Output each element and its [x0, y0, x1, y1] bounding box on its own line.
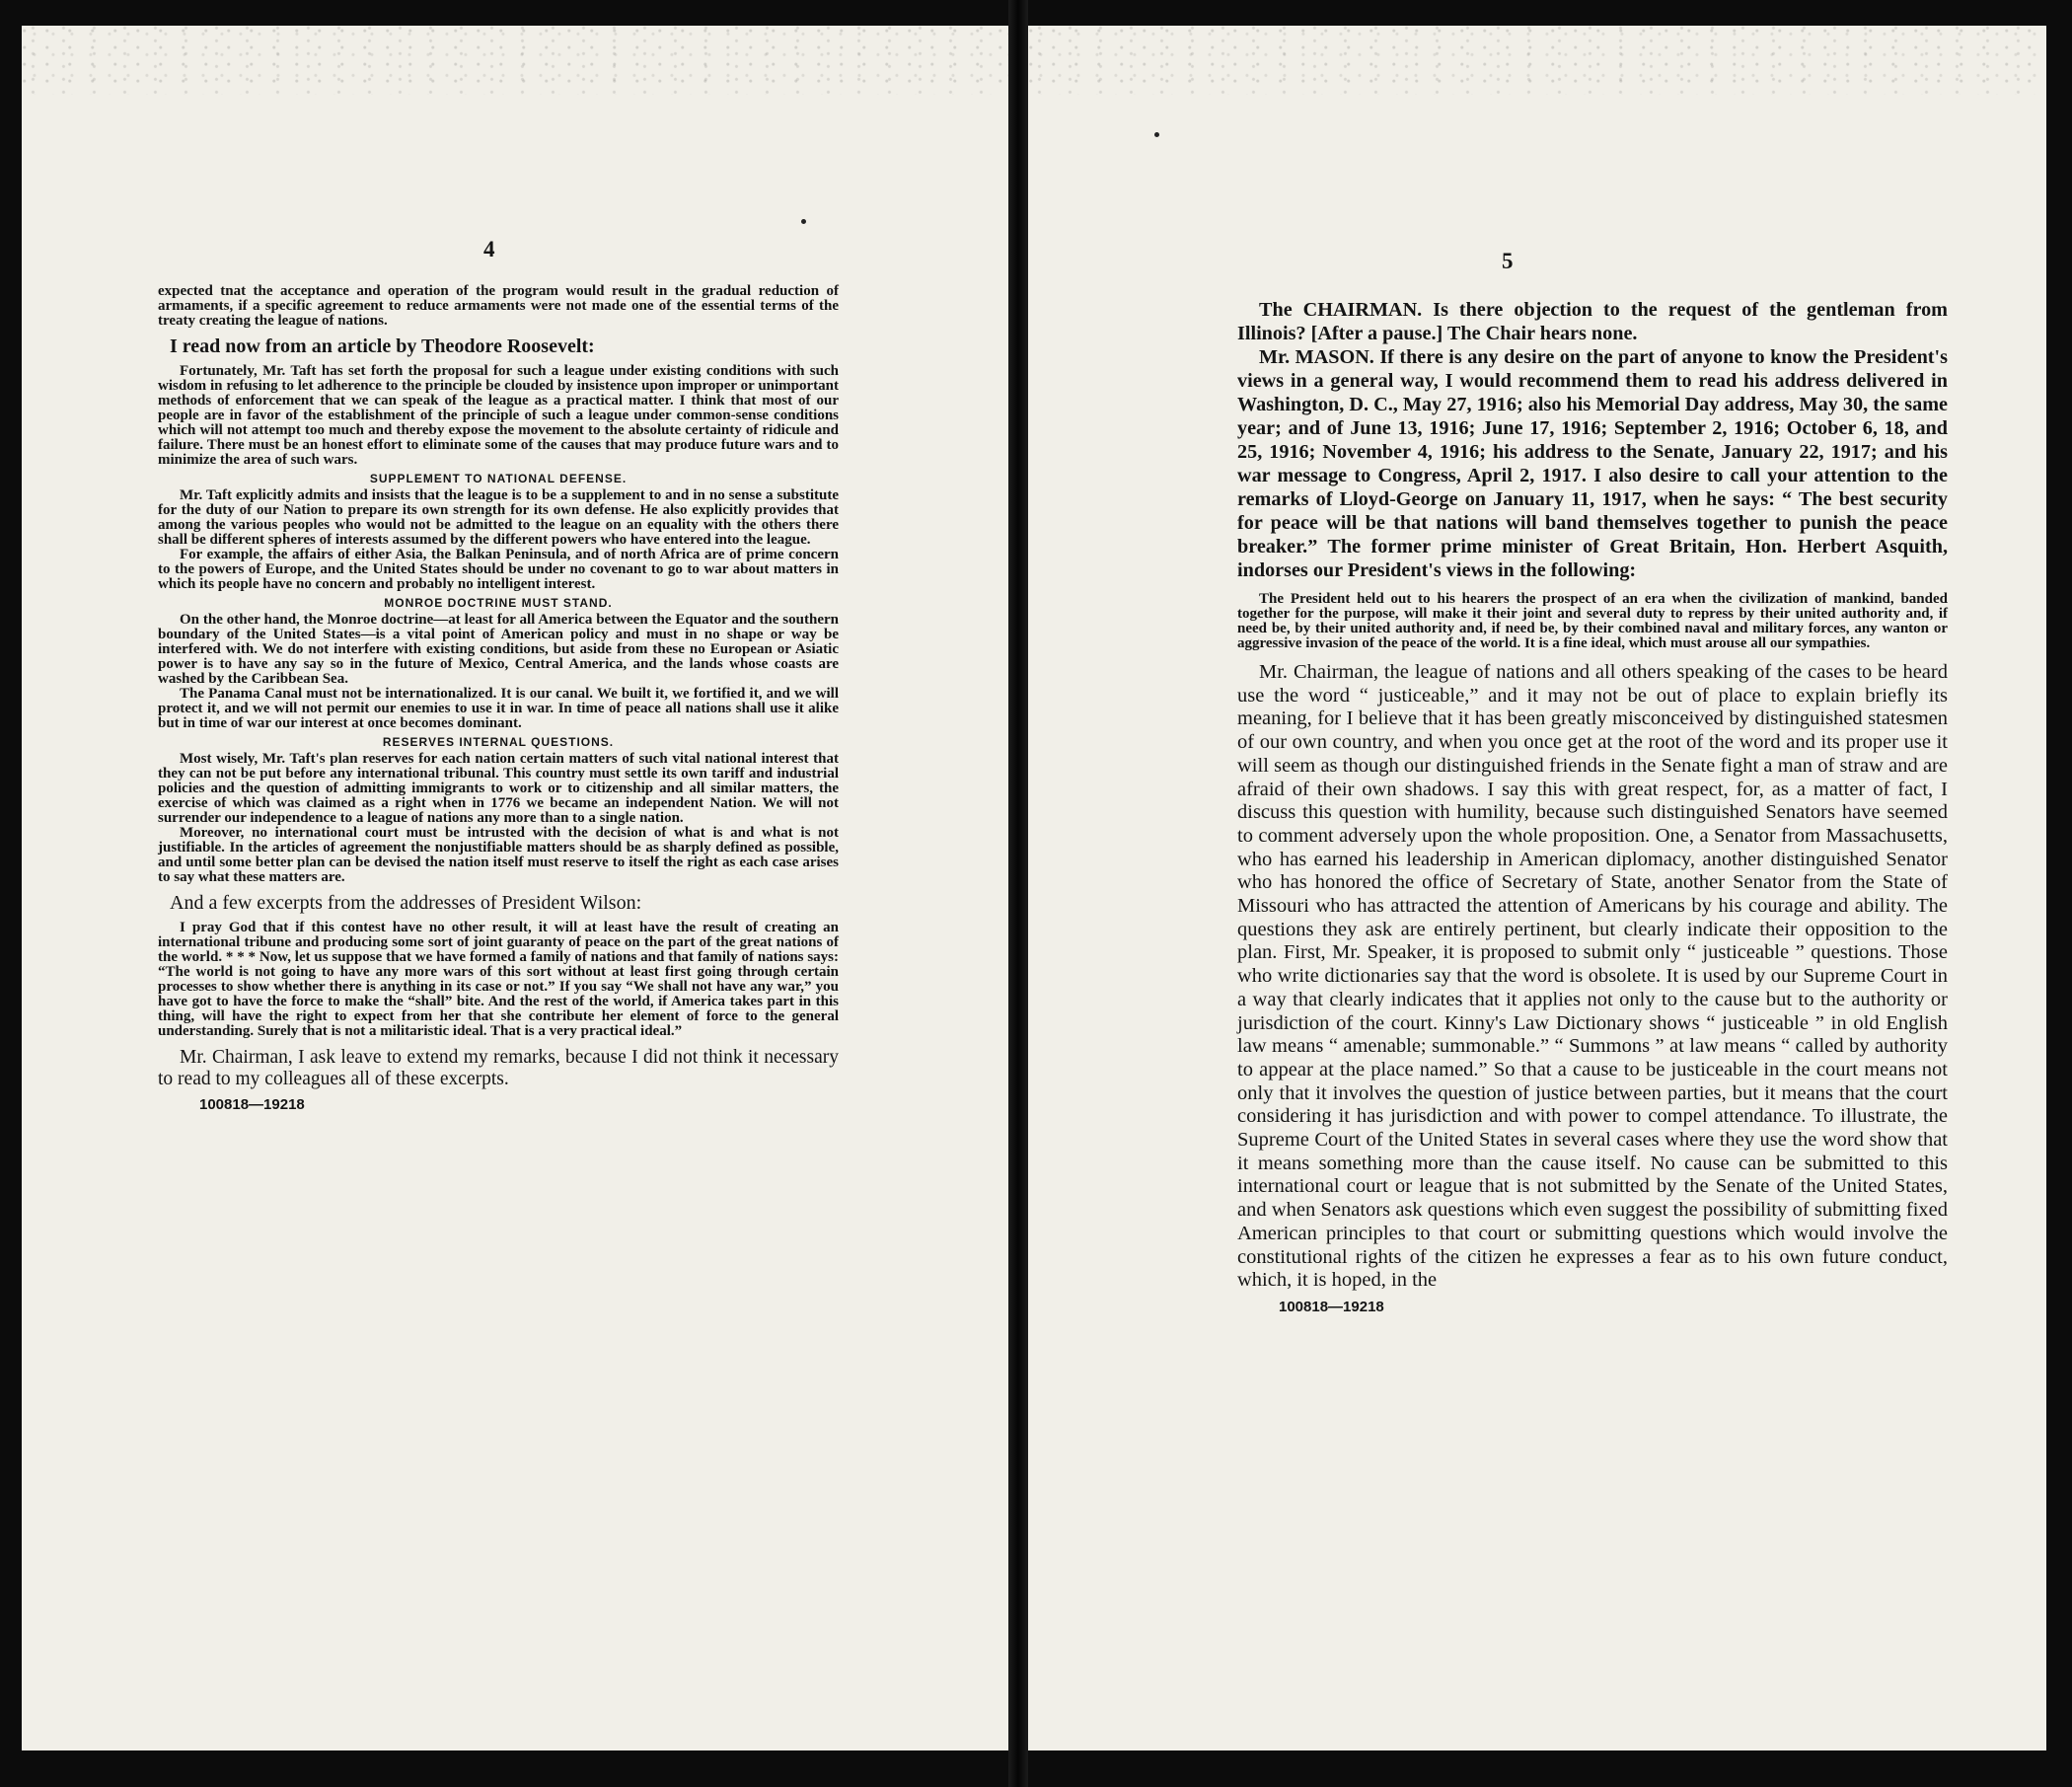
lead-roosevelt: I read now from an article by Theodore Roosevelt: — [170, 335, 595, 357]
reserves-paragraph-2: Moreover, no international court must be intrusted with the decision of what is and what is not justifiable. In the articles of agreement the nonjustifiable matters should be as sharply defined as possible, and until some better plan can be devised the nation itself must reserve to itself the right as each case arises to say what these matters are. — [158, 825, 839, 885]
page-left — [22, 26, 1008, 1750]
mason-paragraph: Mr. MASON. If there is any desire on the part of anyone to know the President's views in a general way, I would recommend them to read his address delivered in Washington, D. C., May 27, 1916; also his Memorial Day address, May 30, the same year; and of June 13, 1916; June 17, 1916; September 2, 1916; October 6, 18, and 25, 1916; November 4, 1916; his address to the Senate, January 22, 1917; and his war message to Congress, April 2, 1917. I also desire to call your attention to the remarks of Lloyd-George on January 11, 1917, when he says: “ The best security for peace will be that nations will band themselves together to punish the peace breaker.” The former prime minister of Great Britain, Hon. Herbert Asquith, indorses our President's views in the following: — [1237, 346, 1948, 581]
page-right — [1028, 26, 2046, 1750]
roosevelt-quote: Fortunately, Mr. Taft has set forth the proposal for such a league under existing conditions with such wisdom in refusing to let adherence to the principle be clouded by insistence upon improper or unimportant methods of enforcement that we can speak of the league as a practical matter. I think that most of our people are in favor of the establishment of the principle of such a league under common-sense conditions which will not attempt too much and thereby expose the movement to the absolute certainty of ridicule and failure. There must be an honest effort to eliminate some of the causes that may produce future wars and to minimize the area of such wars. — [158, 363, 839, 468]
heading-reserves: RESERVES INTERNAL QUESTIONS. — [382, 735, 615, 749]
supplement-paragraph-2: For example, the affairs of either Asia, the Balkan Peninsula, and of north Africa are of prime concern to the powers of Europe, and the United States should be under no covenant to go to war about matters in which its people have no concern and probably no intelligent interest. — [158, 547, 839, 592]
lead-wilson: And a few excerpts from the addresses of President Wilson: — [170, 892, 642, 914]
text-column-right — [1237, 298, 1948, 1315]
monroe-paragraph-2: The Panama Canal must not be internationalized. It is our canal. We built it, we fortified it, and we will protect it, and we will not permit our enemies to use it in war. In time of peace all nations shall use it alike but in time of war our interest at once becomes dominant. — [158, 686, 839, 731]
print-number: 100818—19218 — [199, 1096, 305, 1113]
asquith-quote: The President held out to his hearers the prospect of an era when the civilization of mankind, banded together for the purpose, will make it their joint and several duty to repress by their united authority and, if need be, by their united authority and, if need be, by their combined naval and military forces, any wanton or aggressive invasion of the peace of the world. It is a fine ideal, which must arouse all our sympathies. — [1237, 591, 1948, 651]
text-column-left — [158, 284, 839, 1113]
closing-paragraph: Mr. Chairman, I ask leave to extend my remarks, because I did not think it necessary to read to my colleagues all of these excerpts. — [158, 1047, 839, 1089]
chairman-paragraph: The CHAIRMAN. Is there objection to the request of the gentleman from Illinois? [After a pause.] The Chair hears none. — [1237, 299, 1948, 344]
page-number: 4 — [483, 237, 495, 261]
intro-paragraph: expected tnat the acceptance and operation of the program would result in the gradual reduction of armaments, if a specific agreement to reduce armaments were not made one of the essential terms of the treaty creating the league of nations. — [158, 283, 839, 329]
scan-noise — [22, 26, 1008, 95]
print-number: 100818—19218 — [1279, 1298, 1384, 1315]
heading-monroe: MONROE DOCTRINE MUST STAND. — [384, 596, 613, 610]
scan-noise — [1028, 26, 2046, 95]
reserves-paragraph-1: Most wisely, Mr. Taft's plan reserves for each nation certain matters of such vital national interest that they can not be put before any international tribunal. This country must settle its own tariff and industrial policies and the question of admitting immigrants to work or to citizenship and all similar matters, the exercise of which was claimed as a right when in 1776 we became an independent Nation. We will not surrender our independence to a league of nations any more than to a single nation. — [158, 751, 839, 826]
heading-supplement: SUPPLEMENT TO NATIONAL DEFENSE. — [369, 472, 628, 485]
wilson-quote: I pray God that if this contest have no other result, it will at least have the result of creating an international tribune and producing some sort of joint guaranty of peace on the part of the great nations of the world. * * * Now, let us suppose that we have formed a family of nations and that family of nations says: “The world is not going to have any more wars of this sort without at least first going through certain processes to show whether there is anything in its case or not.” If you say “We shall not have any war,” you have got to have the force to make the “shall” bite. And the rest of the world, if America takes part in this thing, will have the right to expect from her that she contribute her element of force to the general understanding. Surely that is not a militaristic ideal. That is a very practical ideal.” — [158, 920, 839, 1039]
binding-gutter — [1008, 0, 1028, 1787]
ink-speck — [1154, 132, 1159, 137]
page-number: 5 — [1502, 249, 1514, 273]
supplement-paragraph-1: Mr. Taft explicitly admits and insists that the league is to be a supplement to and in no sense a substitute for the duty of our Nation to prepare its own strength for its own defense. He also explicitly provides that among the various peoples who would not be admitted to the league on an equality with the others there shall be different spheres of interests assumed by the different powers who have entered into the league. — [158, 487, 839, 548]
ink-speck — [801, 219, 806, 224]
monroe-paragraph-1: On the other hand, the Monroe doctrine—at least for all America between the Equator and the southern boundary of the United States—is a vital point of American policy and must in no shape or way be interfered with. We do not interfere with existing conditions, but aside from these no European or Asiatic power is to have any say so in the future of Mexico, Central America, and the lands whose coasts are washed by the Caribbean Sea. — [158, 612, 839, 687]
justiceable-paragraph: Mr. Chairman, the league of nations and all others speaking of the cases to be heard use the word “ justiceable,” and it may not be out of place to explain briefly its meaning, for I believe that it has been greatly misconceived by distinguished statesmen of our own country, and when you once get at the root of the word and its proper use it will seem as though our distinguished friends in the Senate fight a man of straw and are afraid of their own shadows. I say this with great respect, for, as a matter of fact, I discuss this question with humility, because such distinguished Senators have seemed to comment adversely upon the whole proposition. One, a Senator from Massachusetts, who has earned his leadership in American diplomacy, another distinguished Senator who has honored the office of Secretary of State, another Senator from the State of Missouri who has attracted the attention of Americans by his courage and ability. The questions they ask are entirely pertinent, but clearly indicate their opposition to the plan. First, Mr. Speaker, it is proposed to submit only “ justiceable ” questions. Those who write dictionaries say that the word is obsolete. It is used by our Supreme Court in a way that clearly indicates that it applies not only to the cause but to the authority or jurisdiction of the court. Kinny's Law Dictionary shows “ justiceable ” in old English law means “ amenable; summonable.” “ Summons ” at law means “ called by authority to appear at the place named.” So that a cause to be justiceable in the court means not only that it involves the question of justice between parties, but it means that the court considering it has jurisdiction and with power to compel attendance. To illustrate, the Supreme Court of the United States in several cases where they use the word show that it means something more than the cause itself. No cause can be submitted to this international court or league that is not submitted by the Senate of the United States, and when Senators ask questions which even suggest the possibility of submitting fixed American principles to that court or submitting questions which would involve the constitutional rights of the citizen he expresses a fear as to his own future conduct, which, it is hoped, in the — [1237, 661, 1948, 1292]
